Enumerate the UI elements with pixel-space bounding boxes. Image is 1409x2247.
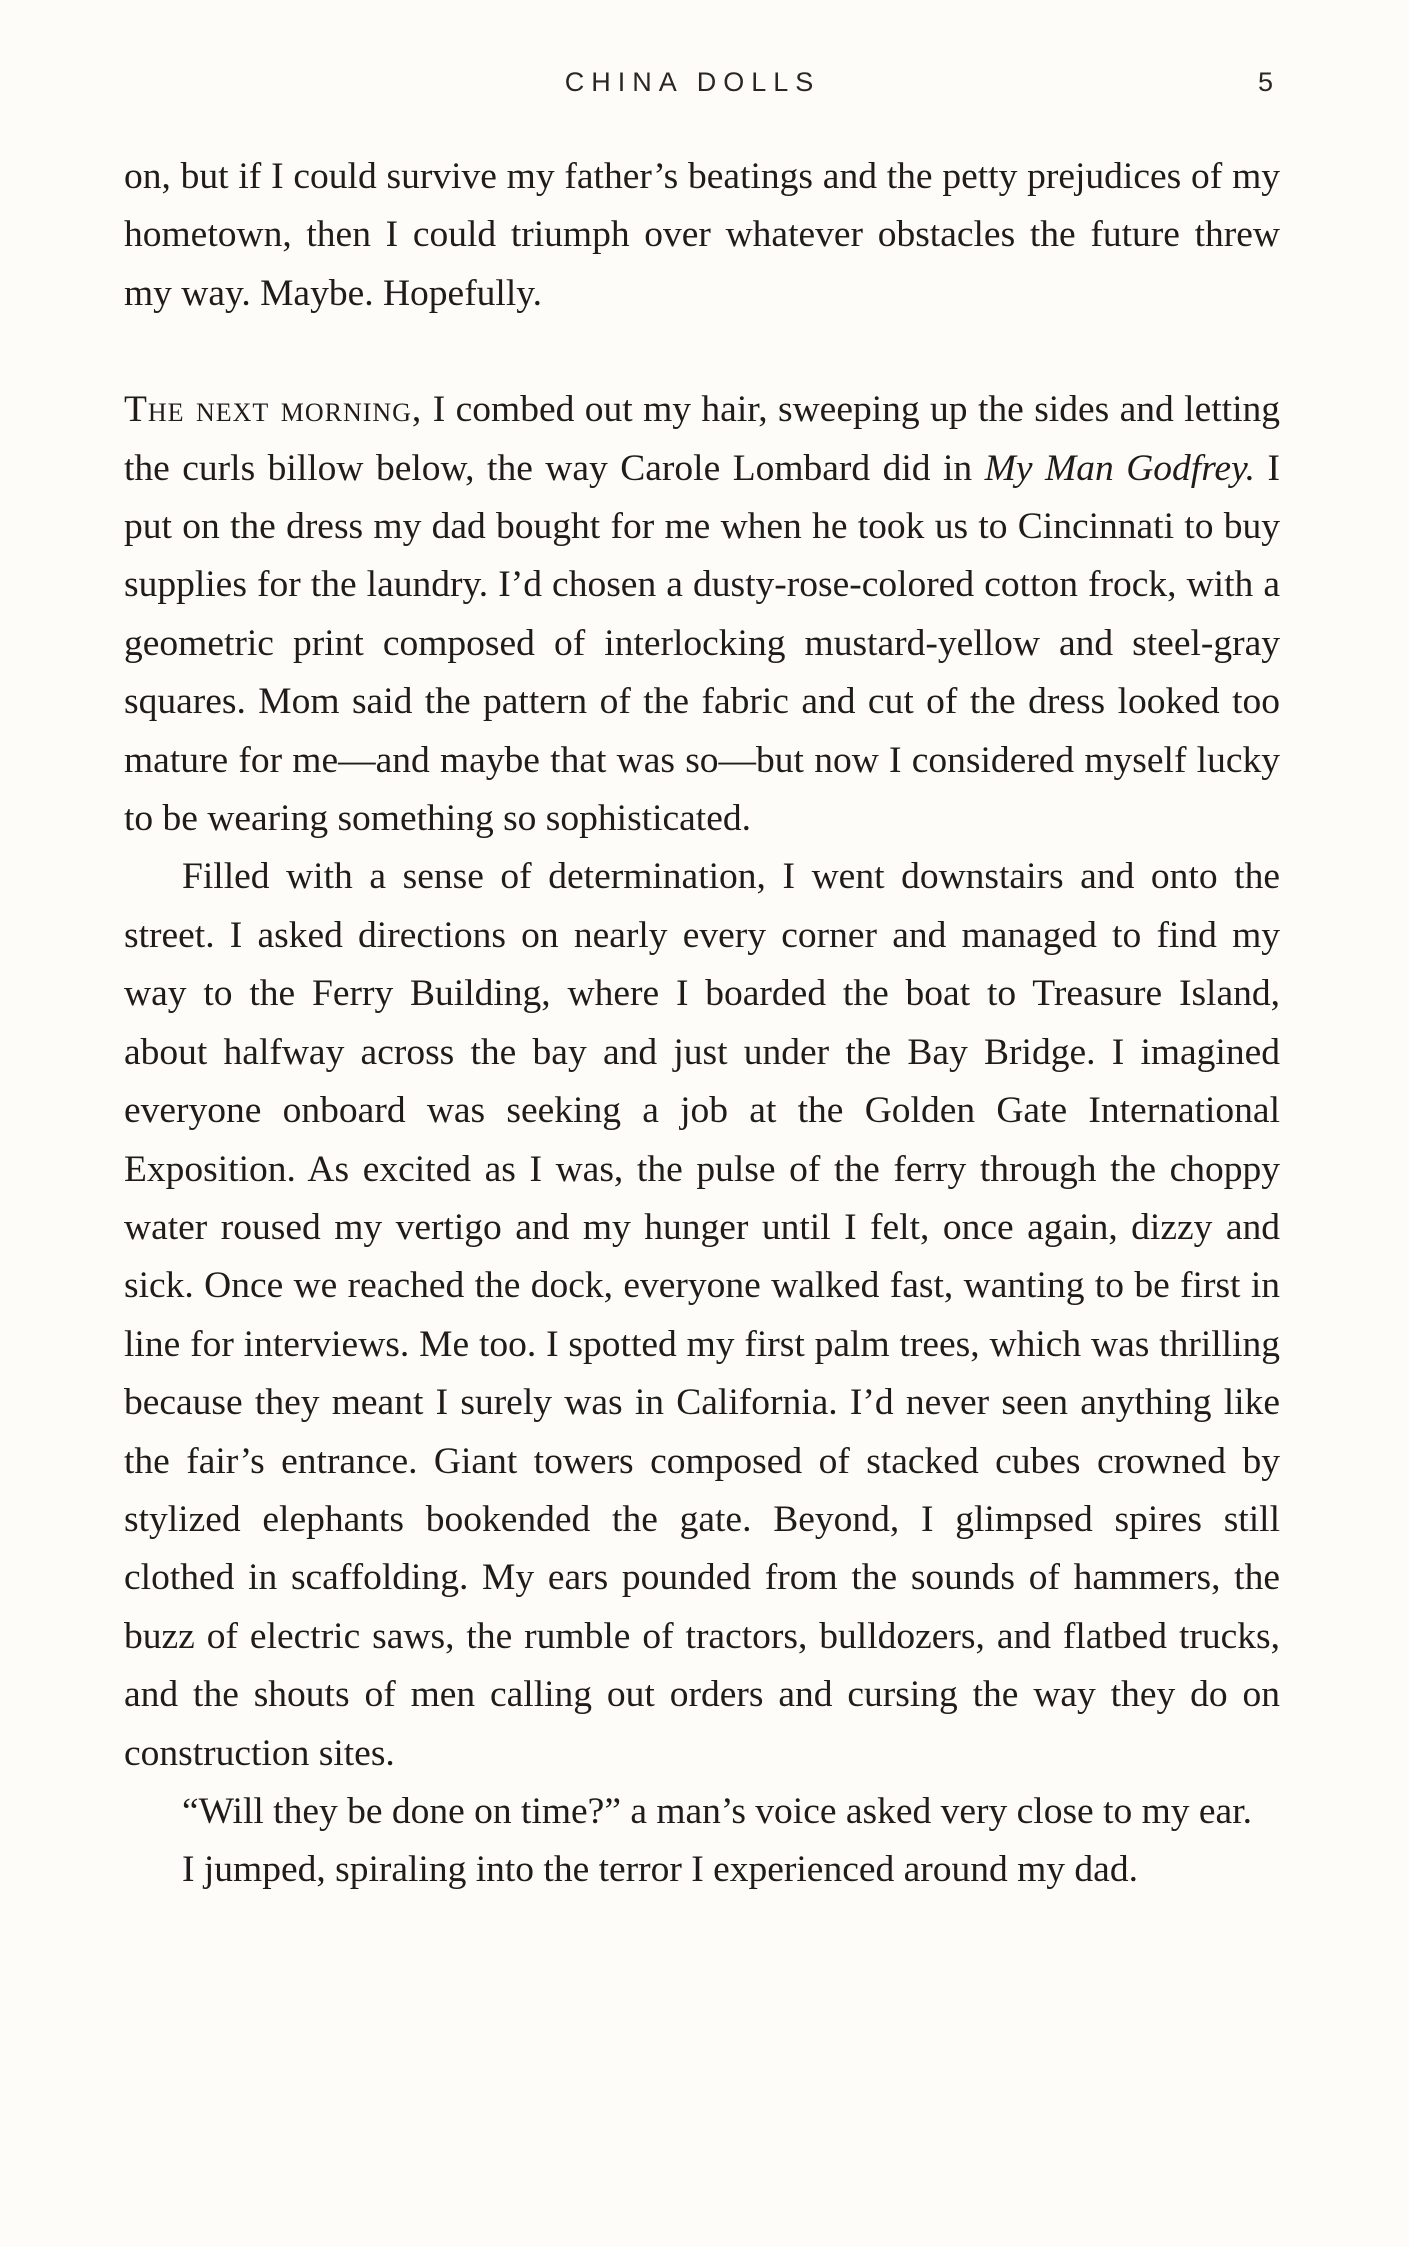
- paragraph-2-text-a: I combed out my hair, sweeping up the sides and letting the curls billow below, the way Carole Lombard did in: [124, 389, 1280, 489]
- paragraph-3: Filled with a sense of determination, I went downstairs and onto the street. I asked directions on nearly every corner and managed to find my way to the Ferry Building, where I boarded the boat to Treasure Island, about halfway across the bay and just under the Bay Bridge. I imagined everyone onboard was seeking a job at the Golden Gate International Exposition. As excited as I was, the pulse of the ferry through the choppy water roused my vertigo and my hunger until I felt, once again, dizzy and sick. Once we reached the dock, everyone walked fast, wanting to be first in line for interviews. Me too. I spotted my first palm trees, which was thrilling because they meant I surely was in California. I’d never seen anything like the fair’s entrance. Giant towers composed of stacked cubes crowned by stylized elephants bookended the gate. Beyond, I glimpsed spires still clothed in scaffolding. My ears pounded from the sounds of hammers, the buzz of electric saws, the rumble of tractors, bulldozers, and flatbed trucks, and the shouts of men calling out orders and cursing the way they do on construction sites.: [124, 856, 1280, 1774]
- running-header: [0, 62, 1409, 102]
- section-lead-in: The next morning,: [124, 389, 423, 431]
- paragraph-1: on, but if I could survive my father’s beatings and the petty prejudices of my hometown, then I could triumph over whatever obstacles the future threw my way. Maybe. Hopefully.: [124, 156, 1280, 314]
- paragraph-5: I jumped, spiraling into the terror I experienced around my dad.: [182, 1849, 1138, 1891]
- page-number: 5: [1257, 67, 1273, 97]
- paragraph-2-text-b: I put on the dress my dad bought for me when he took us to Cincinnati to buy supplies for the laundry. I’d chosen a dusty-rose-colored cotton frock, with a geometric print composed of interlocking mustard-yellow and steel-gray squares. Mom said the pattern of the fabric and cut of the dress looked too mature for me—and maybe that was so—but now I considered myself lucky to be wearing something so sophisticated.: [124, 447, 1280, 840]
- body-text: [124, 148, 1280, 1900]
- running-title: CHINA DOLLS: [564, 67, 821, 97]
- paragraph-4: “Will they be done on time?” a man’s voice asked very close to my ear.: [182, 1790, 1252, 1832]
- film-title: My Man Godfrey.: [984, 447, 1256, 489]
- paragraph-2: [124, 381, 1280, 848]
